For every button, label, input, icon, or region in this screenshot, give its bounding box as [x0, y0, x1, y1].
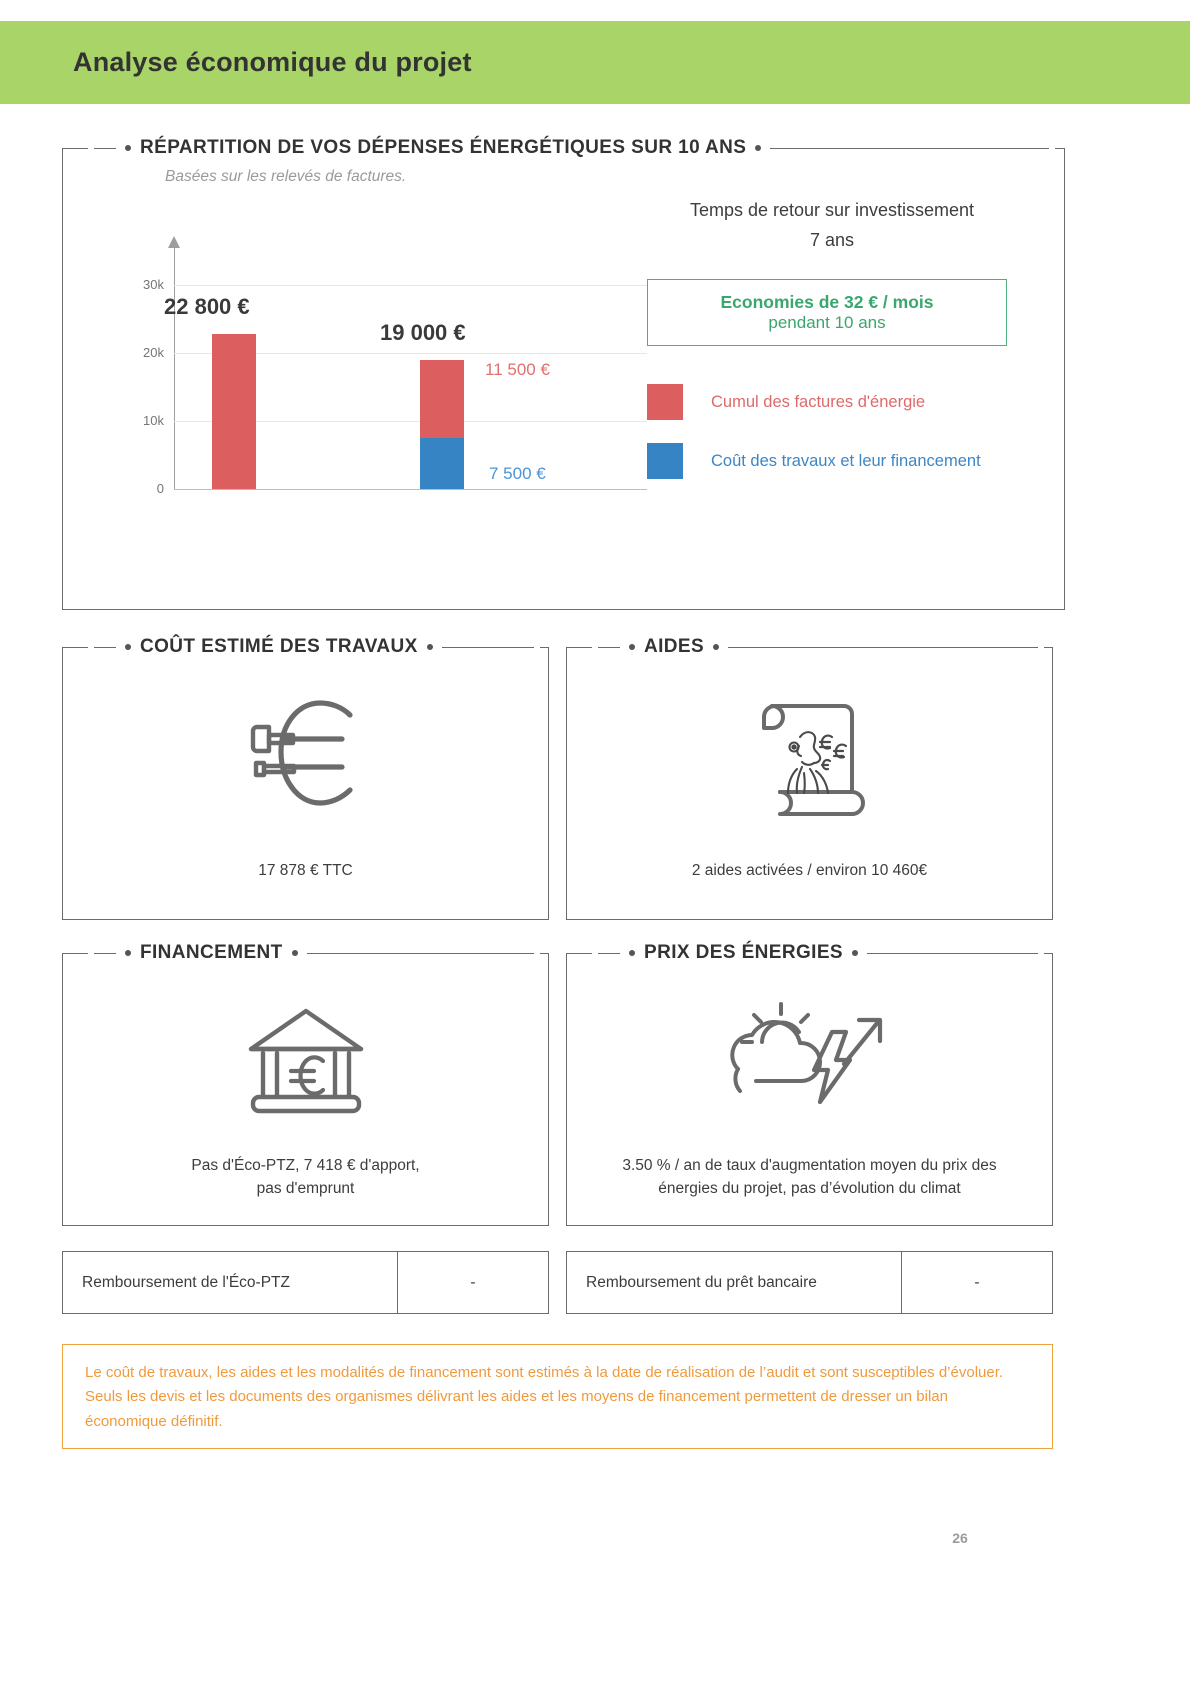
- panel-header: [88, 633, 540, 661]
- bar-label-total-2: 19 000 €: [380, 320, 466, 345]
- page-header-band: [0, 21, 1190, 104]
- bracket-rule-right: [442, 647, 534, 648]
- bracket-rule-right: [728, 647, 1038, 648]
- remboursement-ecoptz-label: Remboursement de l'Éco-PTZ: [62, 1251, 398, 1314]
- segment-label-red: 11 500 €: [485, 360, 550, 379]
- bracket-dot-left: [629, 950, 635, 956]
- page-number: 26: [952, 1530, 968, 1546]
- cost-caption: 17 878 € TTC: [258, 861, 353, 879]
- y-tick-0: 0: [156, 481, 164, 496]
- y-axis-arrow: [168, 236, 180, 248]
- legend-label-red: Cumul des factures d'énergie: [711, 392, 926, 411]
- aides-caption: 2 aides activées / environ 10 460€: [691, 861, 928, 879]
- bracket-dot-left: [125, 145, 131, 151]
- roi-label: Temps de retour sur investissement: [689, 200, 975, 220]
- bracket-rule-left: [94, 953, 116, 954]
- bracket-dot-left: [629, 644, 635, 650]
- bracket-dot-right: [292, 950, 298, 956]
- panel-header: [592, 939, 1044, 967]
- financement-caption-line1: Pas d'Éco-PTZ, 7 418 € d'apport,: [191, 1156, 420, 1174]
- estimated-works-cost-panel: [62, 633, 549, 920]
- legend-item-energy-bills: [647, 384, 925, 420]
- scroll-marianne-euro-icon: [742, 689, 877, 819]
- financement-caption-line2: pas d'emprunt: [256, 1179, 355, 1197]
- remboursement-pret-value: -: [902, 1251, 1053, 1314]
- panel-title: PRIX DES ÉNERGIES: [644, 942, 843, 963]
- prix-caption-line1: 3.50 % / an de taux d'augmentation moyen du prix des: [622, 1156, 997, 1174]
- panel-subtitle: Basées sur les relevés de factures.: [165, 168, 407, 185]
- legend-label-blue: Coût des travaux et leur financement: [711, 451, 981, 470]
- legend-swatch-red: [647, 384, 683, 420]
- bar-chart: [102, 232, 647, 507]
- panel-header: [88, 939, 540, 967]
- sun-cloud-bolt-arrow-icon: [726, 998, 894, 1122]
- icon-container: [62, 679, 549, 829]
- bar-works-financing-cost: [420, 438, 464, 489]
- bar-current-energy-bills: [212, 334, 256, 489]
- bracket-rule-right: [307, 953, 534, 954]
- panel-title: RÉPARTITION DE VOS DÉPENSES ÉNERGÉTIQUES SUR 10 ANS: [140, 137, 747, 158]
- savings-duration: pendant 10 ans: [768, 313, 886, 332]
- remboursement-ecoptz-row: [62, 1251, 549, 1314]
- legend-item-works-cost: [647, 443, 981, 479]
- roi-value: 7 ans: [809, 229, 855, 250]
- aides-panel: [566, 633, 1053, 920]
- y-tick-20k: 20k: [143, 345, 164, 360]
- savings-amount: Economies de 32 € / mois: [720, 292, 934, 312]
- icon-container: [566, 679, 1053, 829]
- energy-expenses-panel: [62, 134, 1065, 610]
- bracket-dot-right: [852, 950, 858, 956]
- disclaimer-box: [62, 1344, 1053, 1449]
- legend-swatch-blue: [647, 443, 683, 479]
- bracket-rule-right: [770, 148, 1049, 149]
- bracket-rule-right: [867, 953, 1038, 954]
- bracket-dot-right: [755, 145, 761, 151]
- bracket-rule-left: [598, 953, 620, 954]
- euro-hammer-icon: [246, 693, 366, 815]
- bank-euro-icon: [243, 1001, 369, 1119]
- icon-container: [566, 985, 1053, 1135]
- bracket-dot-left: [125, 950, 131, 956]
- prix-caption-line2: énergies du projet, pas d’évolution du climat: [658, 1179, 961, 1197]
- disclaimer-text: Le coût de travaux, les aides et les modalités de financement sont estimés à la date de réalisation de l’audit et sont susceptibles d’évoluer. Seuls les devis et les documents des organismes délivrant les aides et les moyens de financement permettent de dresser un bilan économique définitif.: [85, 1364, 1004, 1430]
- savings-callout: [647, 279, 1007, 346]
- bracket-rule-left: [94, 647, 116, 648]
- panel-header: [88, 134, 1055, 162]
- bar-label-total-1: 22 800 €: [164, 294, 250, 319]
- remboursement-pret-row: [566, 1251, 1053, 1314]
- page-title: Analyse économique du projet: [73, 47, 472, 77]
- energy-prices-panel: [566, 939, 1053, 1226]
- icon-container: [62, 985, 549, 1135]
- bracket-dot-right: [713, 644, 719, 650]
- bracket-rule-left: [598, 647, 620, 648]
- panel-title: COÛT ESTIMÉ DES TRAVAUX: [140, 636, 418, 657]
- roi-block: [622, 196, 1042, 255]
- bracket-dot-right: [427, 644, 433, 650]
- remboursement-ecoptz-value: -: [398, 1251, 549, 1314]
- panel-title: AIDES: [644, 636, 705, 657]
- panel-header: [592, 633, 1044, 661]
- y-tick-10k: 10k: [143, 413, 164, 428]
- x-axis-baseline: [174, 489, 647, 490]
- y-tick-30k: 30k: [143, 277, 164, 292]
- gridline-30k: [174, 285, 647, 286]
- bracket-dot-left: [125, 644, 131, 650]
- financement-panel: [62, 939, 549, 1226]
- bracket-rule-left: [94, 148, 116, 149]
- panel-title: FINANCEMENT: [140, 942, 283, 963]
- remboursement-pret-label: Remboursement du prêt bancaire: [566, 1251, 902, 1314]
- prix-caption: [592, 1154, 1027, 1201]
- bar-remaining-energy-bills: [420, 360, 464, 438]
- segment-label-blue: 7 500 €: [489, 464, 546, 483]
- financement-caption: [88, 1154, 523, 1201]
